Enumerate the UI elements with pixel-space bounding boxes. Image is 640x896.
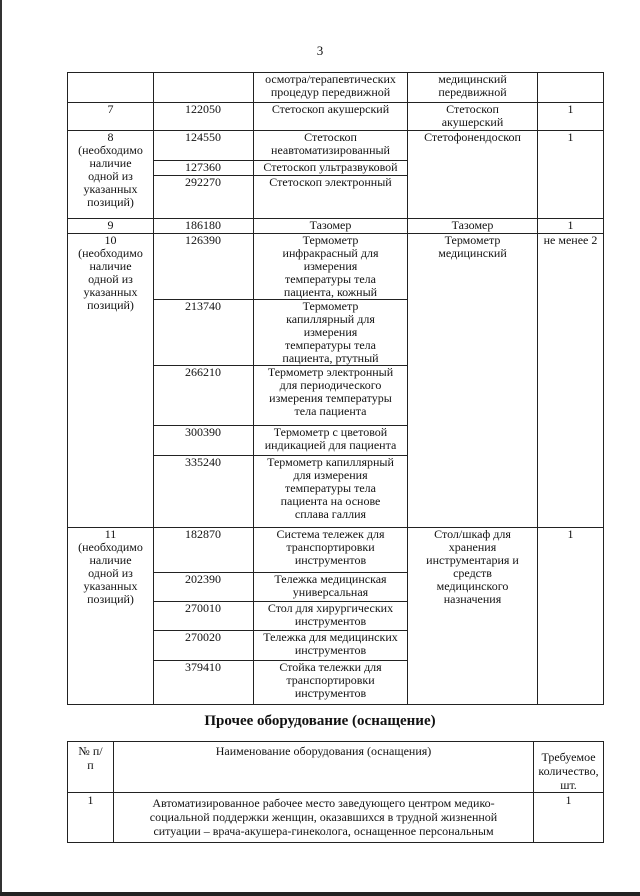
code-cell: 122050 <box>154 103 254 131</box>
name-cell: Тазомер <box>254 219 408 234</box>
generic-cell: Стол/шкаф для хранения инструментария и средств медицинского назначения <box>408 528 538 705</box>
name-cell: Тележка для медицинских инструментов <box>254 631 408 661</box>
name-cell: Стол для хирургических инструментов <box>254 602 408 631</box>
header-name: Наименование оборудования (оснащения) <box>114 742 534 793</box>
name-cell: Термометр с цветовой индикацией для пациента <box>254 426 408 456</box>
name-cell: Система тележек для транспортировки инструментов <box>254 528 408 573</box>
generic-cell: Стетоскоп акушерский <box>408 103 538 131</box>
code-cell: 124550 <box>154 131 254 161</box>
table-row <box>68 131 604 161</box>
name-cell: Термометр капиллярный для измерения температуры тела пациента, ртутный <box>254 300 408 366</box>
scan-edge-bottom <box>0 892 640 896</box>
code-cell: 300390 <box>154 426 254 456</box>
row-number <box>68 73 154 103</box>
code-cell: 182870 <box>154 528 254 573</box>
name-cell: Стойка тележки для транспортировки инструментов <box>254 661 408 705</box>
scan-edge-left <box>0 0 2 896</box>
code-cell: 270020 <box>154 631 254 661</box>
table-row <box>68 73 604 103</box>
row-number: 10 (необходимо наличие одной из указанных позиций) <box>68 234 154 528</box>
qty-cell: 1 <box>538 131 604 219</box>
code-cell: 292270 <box>154 176 254 219</box>
name-cell: Тележка медицинская универсальная <box>254 573 408 602</box>
code-cell: 186180 <box>154 219 254 234</box>
code-cell: 126390 <box>154 234 254 300</box>
qty-cell: 1 <box>534 793 604 843</box>
header-qty: Требуемое количество, шт. <box>534 742 604 793</box>
code-cell: 270010 <box>154 602 254 631</box>
qty-cell: 1 <box>538 528 604 705</box>
header-num: № п/п <box>68 742 114 793</box>
row-number: 7 <box>68 103 154 131</box>
name-cell: Термометр электронный для периодического измерения температуры тела пациента <box>254 366 408 426</box>
row-number: 8 (необходимо наличие одной из указанных позиций) <box>68 131 154 219</box>
generic-cell: Термометр медицинский <box>408 234 538 528</box>
code-cell: 335240 <box>154 456 254 528</box>
generic-cell: медицинский передвижной <box>408 73 538 103</box>
name-cell: Стетоскоп ультразвуковой <box>254 161 408 176</box>
table-row <box>68 528 604 573</box>
name-cell: Термометр капиллярный для измерения температуры тела пациента на основе сплава галлия <box>254 456 408 528</box>
equipment-table <box>67 72 604 705</box>
row-number: 1 <box>68 793 114 843</box>
qty-cell <box>538 73 604 103</box>
generic-cell: Стетофонендоскоп <box>408 131 538 219</box>
code-cell: 202390 <box>154 573 254 602</box>
row-number: 11 (необходимо наличие одной из указанных позиций) <box>68 528 154 705</box>
section-title: Прочее оборудование (оснащение) <box>204 713 436 729</box>
name-cell: Термометр инфракрасный для измерения температуры тела пациента, кожный <box>254 234 408 300</box>
code-cell: 127360 <box>154 161 254 176</box>
code-cell: 213740 <box>154 300 254 366</box>
table-header-row <box>68 742 604 793</box>
qty-cell: 1 <box>538 103 604 131</box>
name-cell: Стетоскоп акушерский <box>254 103 408 131</box>
code-cell: 379410 <box>154 661 254 705</box>
row-number: 9 <box>68 219 154 234</box>
table-row <box>68 103 604 131</box>
page-number: 3 <box>316 43 324 58</box>
name-cell: Стетоскоп неавтоматизированный <box>254 131 408 161</box>
code-cell: 266210 <box>154 366 254 426</box>
name-cell: Автоматизированное рабочее место заведующего центром медико-социальной поддержки женщин, оказавшихся в трудной жизненной ситуации – врача-акушера-гинеколога, оснащенное персональным <box>114 793 534 843</box>
code-cell <box>154 73 254 103</box>
table-row <box>68 219 604 234</box>
name-cell: осмотра/терапевтических процедур передвижной <box>254 73 408 103</box>
qty-cell: не менее 2 <box>538 234 604 528</box>
other-equipment-table <box>67 741 604 843</box>
table-row <box>68 793 604 843</box>
qty-cell: 1 <box>538 219 604 234</box>
generic-cell: Тазомер <box>408 219 538 234</box>
name-cell: Стетоскоп электронный <box>254 176 408 219</box>
table-row <box>68 234 604 300</box>
